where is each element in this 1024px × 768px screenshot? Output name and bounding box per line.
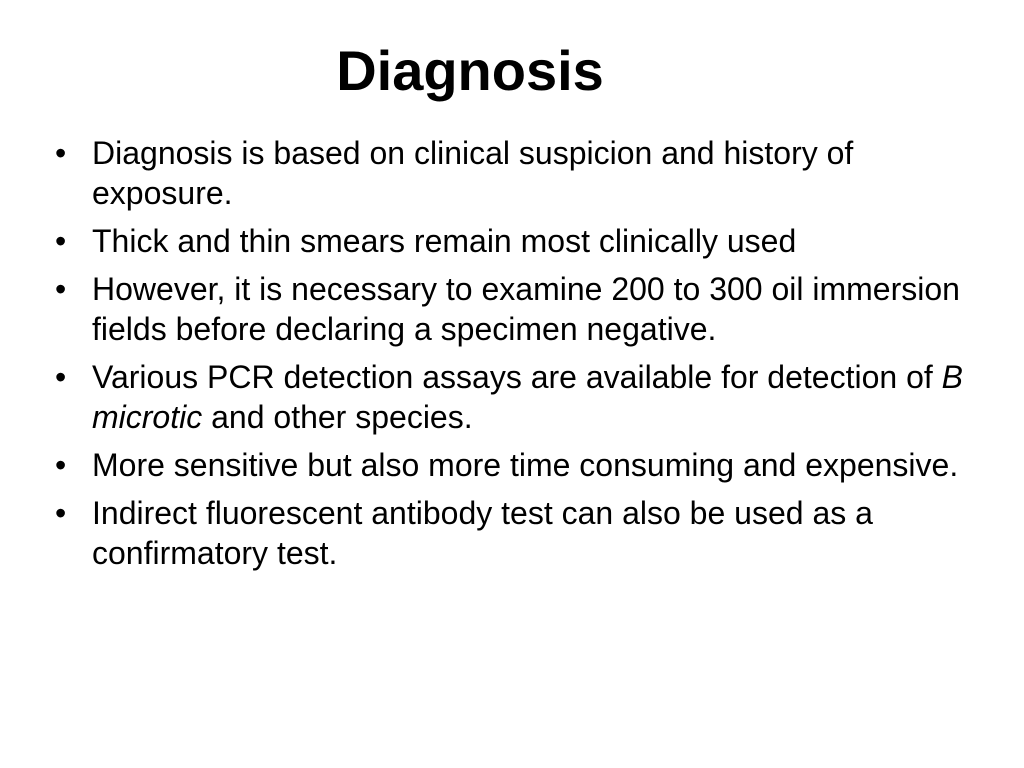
slide-title: Diagnosis (336, 39, 604, 102)
bullet-icon: • (55, 271, 67, 307)
bullet-text: More sensitive but also more time consuming and expensive. (92, 447, 959, 483)
bullet-text: However, it is necessary to examine 200 to 300 oil immersion fields before declaring a specimen negative. (92, 271, 960, 347)
species-name: B microtic (92, 359, 963, 435)
bullet-icon: • (55, 223, 67, 259)
list-item (55, 445, 985, 485)
bullet-text-end: and other species. (202, 399, 473, 435)
bullet-icon: • (55, 135, 67, 171)
list-item (55, 221, 985, 261)
bullet-text: Diagnosis is based on clinical suspicion and history of exposure. (92, 135, 854, 211)
bullet-icon: • (55, 447, 67, 483)
bullet-text: Indirect fluorescent antibody test can also be used as a confirmatory test. (92, 495, 873, 571)
bullet-text: Thick and thin smears remain most clinically used (92, 223, 797, 259)
bullet-text-start: Various PCR detection assays are available for detection of (92, 359, 942, 395)
bullet-icon: • (55, 359, 67, 395)
list-item (55, 133, 985, 213)
list-item (55, 269, 985, 349)
bullet-list (55, 133, 985, 581)
bullet-text (92, 359, 963, 435)
list-item (55, 493, 985, 573)
list-item (55, 357, 985, 437)
bullet-icon: • (55, 495, 67, 531)
